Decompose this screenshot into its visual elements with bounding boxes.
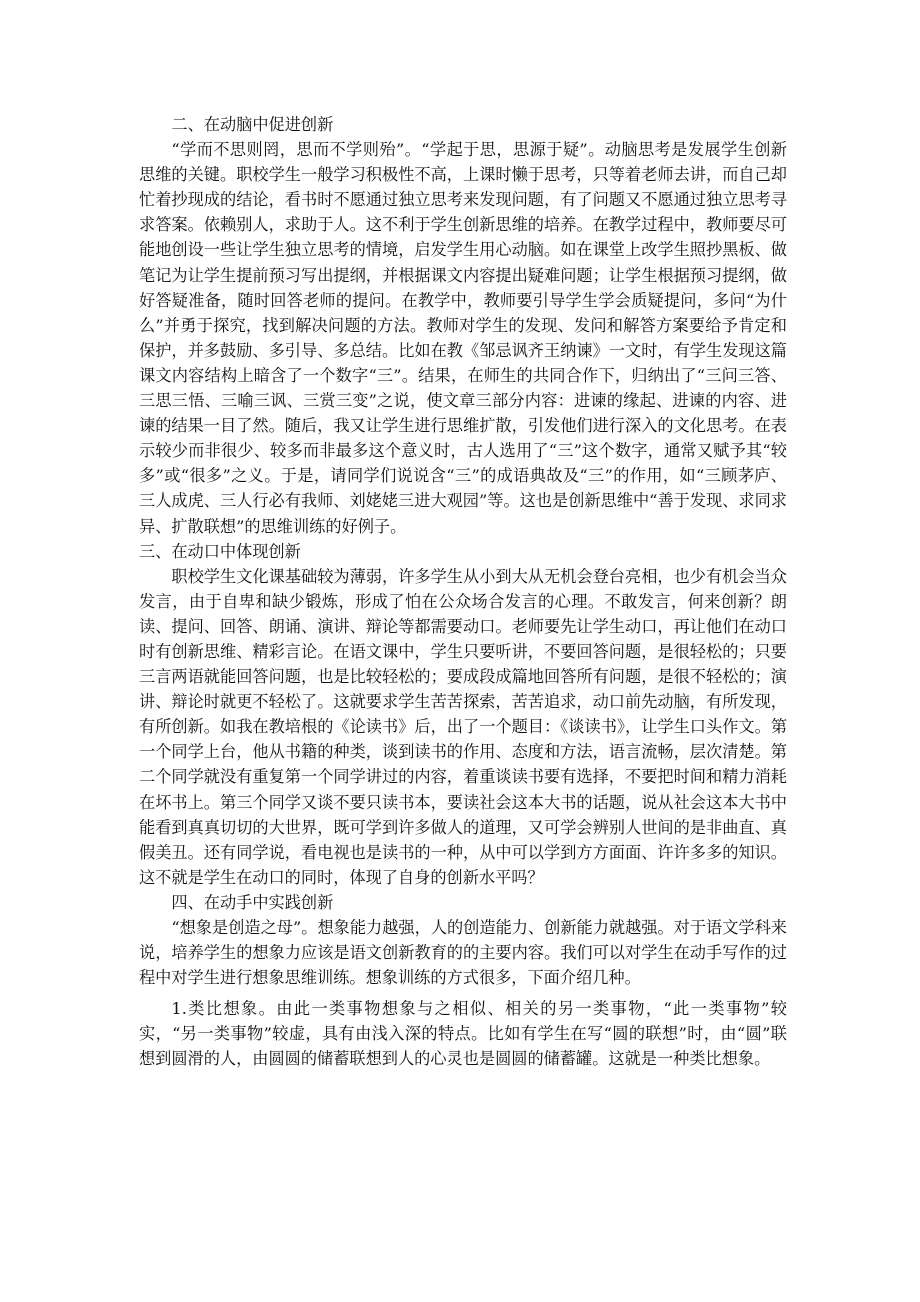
- section-2-heading: 二、在动脑中促进创新: [171, 115, 334, 134]
- section-4-paragraph: “想象是创造之母”。想象能力越强，人的创造能力、创新能力就越强。对于语文学科来说，培养学生的想象力应该是语文创新教育的的主要内容。我们可以对学生在动手写作的过程中对学生进行想象思维训练。想象训练的方式很多，下面介绍几种。: [139, 918, 787, 988]
- document-page: [139, 112, 787, 1072]
- section-4-item-1: 1.类比想象。由此一类事物想象与之相似、相关的另一类事物，“此一类事物”较实，“另一类事物”较虚，具有由浅入深的特点。比如有学生在写“圆的联想”时，由“圆”联想到圆滑的人，由圆圆的储蓄联想到人的心灵也是圆圆的储蓄罐。这就是一种类比想象。: [139, 999, 787, 1069]
- section-4-heading: 四、在动手中实践创新: [171, 892, 334, 912]
- section-3-paragraph: 职校学生文化课基础较为薄弱，许多学生从小到大从无机会登台亮相，也少有机会当众发言，由于自卑和缺少锻炼，形成了怕在公众场合发言的心理。不敢发言，何来创新？朗读、提问、回答、朗诵、演讲、辩论等都需要动口。老师要先让学生动口，再让他们在动口时有创新思维、精彩言论。在语文课中，学生只要听讲，不要回答问题，是很轻松的；只要三言两语就能回答问题，也是比较轻松的；要成段成篇地回答所有问题，是很不轻松的；演讲、辩论时就更不轻松了。这就要求学生苦苦探索，苦苦追求，动口前先动脑，有所发现，有所创新。如我在教培根的《论读书》后，出了一个题目：《谈读书》，让学生口头作文。第一个同学上台，他从书籍的种类，谈到读书的作用、态度和方法，语言流畅，层次清楚。第二个同学就没有重复第一个同学讲过的内容，着重谈读书要有选择，不要把时间和精力消耗在坏书上。第三个同学又谈不要只读书本，要读社会这本大书的话题，说从社会这本大书中能看到真真切切的大世界，既可学到许多做人的道理，又可学会辨别人世间的是非曲直、真假美丑。还有同学说，看电视也是读书的一种，从中可以学到方方面面、许许多多的知识。这不就是学生在动口的同时，体现了自身的创新水平吗？: [139, 566, 787, 887]
- section-2-paragraph: “学而不思则罔，思而不学则殆”。“学起于思，思源于疑”。动脑思考是发展学生创新思维的关键。职校学生一般学习积极性不高，上课时懒于思考，只等着老师去讲，而自己却忙着抄现成的结论，看书时不愿通过独立思考来发现问题，有了问题又不愿通过独立思考寻求答案。依赖别人，求助于人。这不利于学生创新思维的培养。在教学过程中，教师要尽可能地创设一些让学生独立思考的情境，启发学生用心动脑。如在课堂上改学生照抄黑板、做笔记为让学生提前预习写出提纲，并根据课文内容提出疑难问题；让学生根据预习提纲，做好答疑准备，随时回答老师的提问。在教学中，教师要引导学生学会质疑提问，多问“为什么”并勇于探究，找到解决问题的方法。教师对学生的发现、发问和解答方案要给予肯定和保护，并多鼓励、多引导、多总结。比如在教《邹忌讽齐王纳谏》一文时，有学生发现这篇课文内容结构上暗含了一个数字“三”。结果，在师生的共同合作下，归纳出了“三问三答、三思三悟、三喻三讽、三赏三变”之说，使文章三部分内容：进谏的缘起、进谏的内容、进谏的结果一目了然。随后，我又让学生进行思维扩散，引发他们进行深入的文化思考。在表示较少而非很少、较多而非最多这个意义时，古人选用了“三”这个数字，通常又赋予其“较多”或“很多”之义。于是，请同学们说说含“三”的成语典故及“三”的作用，如“三顾茅庐、三人成虎、三人行必有我师、刘姥姥三进大观园”等。这也是创新思维中“善于发现、求同求异、扩散联想”的思维训练的好例子。: [139, 140, 787, 536]
- section-3-heading: 三、在动口中体现创新: [139, 541, 301, 561]
